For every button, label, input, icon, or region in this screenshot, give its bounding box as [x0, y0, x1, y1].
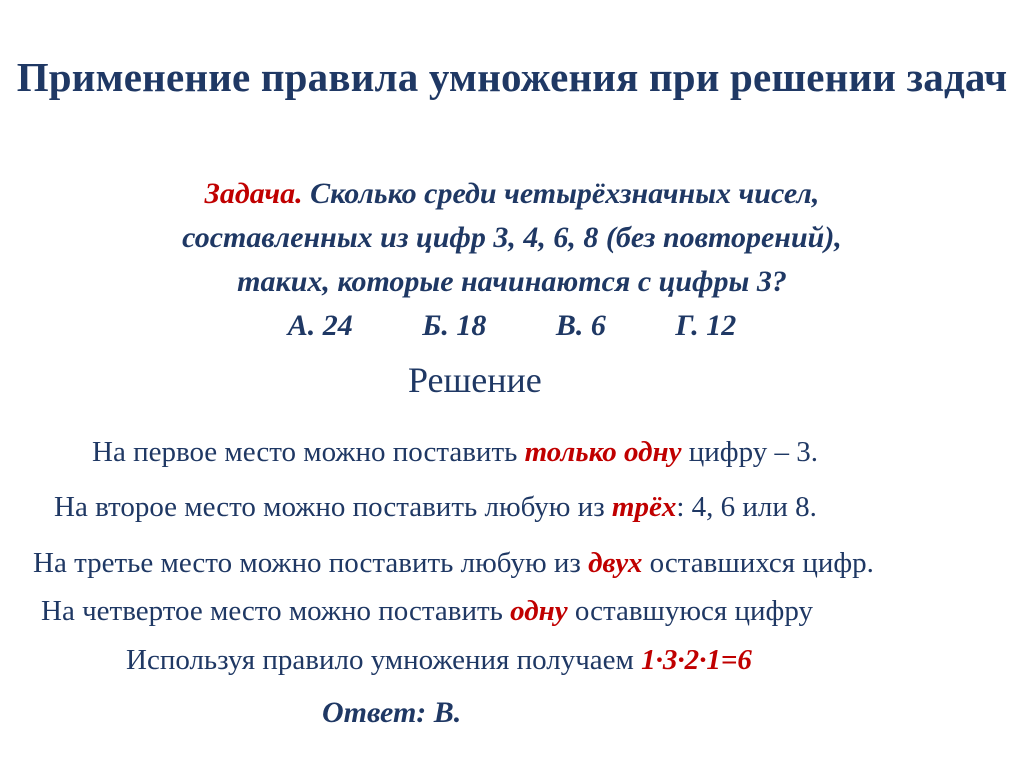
solution-line-1 — [92, 434, 818, 470]
solution-text: : 4, 6 или 8. — [676, 491, 817, 523]
solution-text: цифру – 3. — [681, 436, 818, 468]
option-a: А. 24 — [287, 309, 353, 342]
task-line-3: таких, которые начинаются с цифры 3? — [237, 265, 787, 298]
solution-heading: Решение — [408, 360, 542, 400]
solution-highlight: двух — [588, 547, 643, 579]
solution-text: На третье место можно поставить любую из — [33, 547, 589, 579]
solution-line-3 — [33, 545, 874, 581]
solution-text: оставшуюся цифру — [567, 595, 813, 627]
solution-text: На первое место можно поставить — [92, 436, 525, 468]
task-line-2: составленных из цифр 3, 4, 6, 8 (без повторений), — [182, 221, 842, 254]
option-d: Г. 12 — [675, 309, 737, 342]
answer-options — [0, 304, 1024, 348]
option-c: В. 6 — [555, 309, 606, 342]
solution-line-4 — [41, 593, 813, 629]
option-b: Б. 18 — [422, 309, 487, 342]
slide-title: Применение правила умножения при решении задач — [16, 54, 1008, 100]
task-label: Задача. — [204, 177, 303, 210]
task-text-1: Сколько среди четырёхзначных чисел, — [302, 177, 820, 210]
solution-text: На четвертое место можно поставить — [41, 595, 511, 627]
answer-text: Ответ: В. — [322, 696, 462, 729]
solution-line-5 — [126, 642, 752, 678]
solution-text: Используя правило умножения получаем — [126, 644, 642, 676]
task-line-1 — [0, 172, 1024, 216]
solution-highlight: 1·3·2·1=6 — [641, 644, 752, 676]
task-block — [0, 172, 1024, 348]
solution-highlight: только одну — [524, 436, 682, 468]
solution-highlight: трёх — [611, 491, 677, 523]
solution-text: На второе место можно поставить любую из — [54, 491, 612, 523]
solution-highlight: одну — [510, 595, 568, 627]
solution-line-2 — [54, 489, 817, 525]
solution-text: оставшихся цифр. — [642, 547, 874, 579]
